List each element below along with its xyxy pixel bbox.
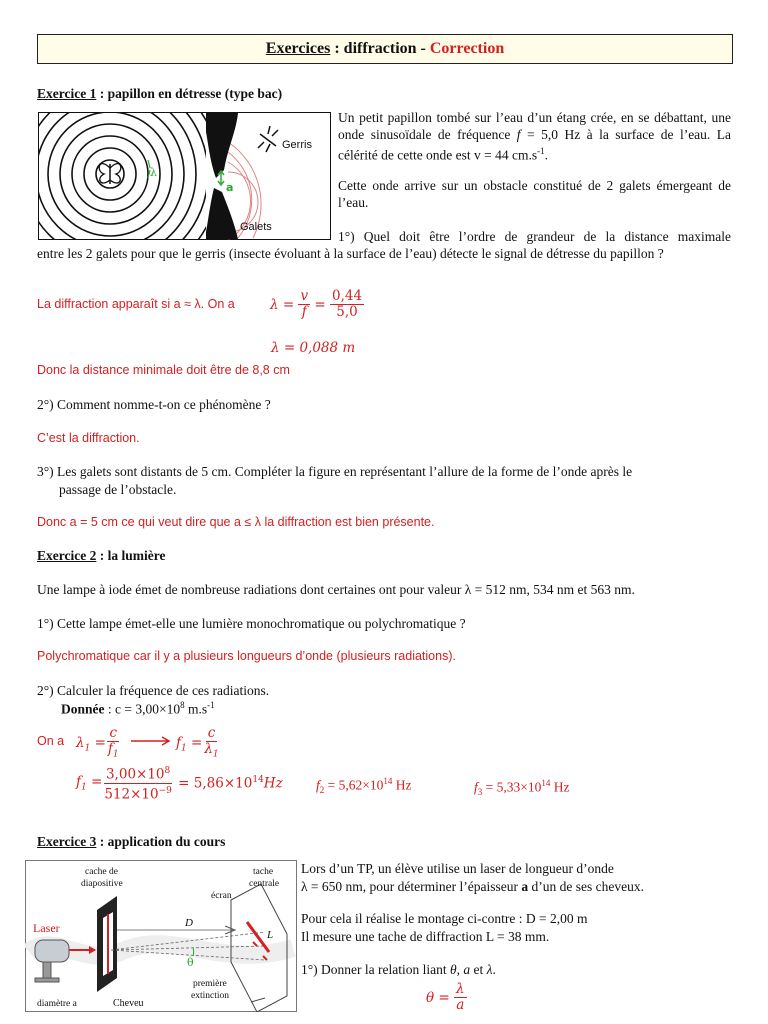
tache-label: tache — [253, 867, 274, 877]
fraction-numerator: 0,44 — [332, 288, 363, 304]
exercise-1-question-3-line1: 3°) Les galets sont distants de 5 cm. Compléter la figure en représentant l’allure de la forme de l’onde après le — [37, 464, 633, 479]
f1-num-symbol: f — [76, 773, 81, 790]
exercise-3-number: Exercice 3 — [37, 834, 97, 849]
formula-lambda-lhs: λ = — [270, 296, 299, 313]
theta-formula — [426, 982, 467, 1013]
formula-f1-numeric-lhs: $f_1$ = — [76, 773, 103, 793]
f3-value: = 5,33×10 — [482, 779, 542, 795]
f3-result — [474, 778, 570, 797]
q1-lambda: λ — [486, 962, 493, 977]
p1b-a: a — [521, 879, 529, 894]
exercise-1-intro-p1 — [338, 110, 731, 164]
spot-L-label: L — [267, 929, 274, 941]
fraction-a: a — [456, 997, 465, 1013]
lambda-result: λ = 0,088 m — [271, 340, 356, 356]
f1-denominator-exp: −9 — [158, 785, 172, 796]
donnee-text: : c = 3,00×10 — [104, 701, 181, 717]
f1-numerator-text: 3,00×10 — [105, 766, 165, 783]
f-symbol: f — [516, 126, 521, 142]
theta-label: θ — [187, 956, 194, 969]
fraction-f1-values — [102, 764, 174, 802]
exercise-3-p2: Pour cela il réalise le montage ci-contre : D = 2,00 m — [301, 911, 588, 926]
fig1-a-label: a — [226, 181, 234, 194]
fraction-f: f — [301, 304, 307, 320]
exercise-1-answer-3: Donc a = 5 cm ce qui veut dire que a ≤ λ la diffraction est bien présente. — [37, 515, 435, 529]
f1-symbol: f — [107, 741, 113, 757]
exercise-2-answer-1: Polychromatique car il y a plusieurs longueurs d’onde (plusieurs radiations). — [37, 649, 456, 663]
exercise-2-number: Exercice 2 — [37, 548, 97, 563]
exercise-3-heading — [37, 834, 225, 850]
formula-lambda1: $\lambda_1$ = — [76, 735, 106, 754]
donnee-unit: m.s — [184, 701, 208, 717]
f3-exponent: 14 — [541, 778, 551, 788]
exercise-1-question-1-line2: entre les 2 galets pour que le gerris (insecte évoluant à la surface de l’eau) détecte le signal de détresse du papillon ? — [37, 246, 664, 261]
lambda1-formula — [76, 726, 121, 763]
arrow-icon — [130, 735, 172, 747]
q1-a: a — [463, 962, 471, 977]
exercise-3-title: : application du cours — [96, 834, 226, 849]
fraction-lambda1 — [202, 742, 220, 763]
f3-symbol: f — [474, 779, 478, 795]
f1-result-exp: 14 — [252, 774, 264, 785]
exercise-1-intro-p2: Cette onde arrive sur un obstacle constitué de 2 galets émergeant de l’eau. — [338, 178, 731, 210]
fig1-gerris-label: Gerris — [282, 139, 312, 151]
exercise-1-answer-1-text: La diffraction apparaît si a ≈ λ. On a — [37, 297, 235, 311]
f1-result-unit: Hz — [263, 775, 283, 792]
distance-D-label: D — [185, 917, 193, 929]
exercise-2-question-2: 2°) Calculer la fréquence de ces radiations. — [37, 683, 270, 698]
exercise-1-answer-2: C’est la diffraction. — [37, 431, 140, 445]
fig1-lambda-label: λ — [150, 166, 157, 179]
q1-theta: θ — [449, 962, 457, 977]
donnee-exponent: 8 — [180, 700, 185, 710]
cheveu-label: Cheveu — [113, 998, 144, 1009]
donnee-label: Donnée — [61, 701, 105, 717]
fraction-c-over-f1 — [106, 726, 121, 763]
title-correction: Correction — [429, 40, 505, 57]
f1-num-subscript: 1 — [81, 782, 87, 793]
intro-p1-text: Un petit papillon tombé sur l’eau d’un étang crée, en se débattant, une onde sinusoïdale de fréquence — [338, 110, 731, 142]
f1-denominator-text: 512×10 — [104, 786, 159, 802]
slide-holder-icon — [97, 896, 117, 992]
fraction-f1 — [106, 742, 121, 763]
q1-sep1: , — [456, 962, 464, 977]
intro-p1-end: . — [544, 147, 549, 163]
lambda1-den-symbol: λ — [204, 741, 213, 757]
exercise-3-p1b — [301, 879, 644, 895]
donnee-unit-exponent: -1 — [207, 700, 215, 710]
f3-unit: Hz — [550, 779, 570, 795]
title-separator: : diffraction - — [330, 40, 430, 57]
exercise-2-donnee — [61, 700, 215, 718]
fraction-lambda: λ — [456, 981, 465, 997]
ecran-label: écran — [211, 891, 232, 901]
f1-numerator-exp: 8 — [164, 766, 171, 776]
q1-end: . — [492, 962, 496, 977]
f1-denominator — [102, 784, 174, 803]
fraction-lambda-over-a — [454, 982, 467, 1013]
cache-label: cache de — [85, 867, 118, 877]
exercise-1-number: Exercice 1 — [37, 86, 97, 101]
exercise-2-intro: Une lampe à iode émet de nombreuse radiations dont certaines ont pour valeur λ = 512 nm, 534 nm et 563 nm. — [37, 582, 635, 597]
f2-result — [316, 776, 412, 795]
p1b-post: d’un de ses cheveux. — [528, 879, 644, 894]
q1-sep2: et — [470, 962, 487, 977]
f1-lhs-symbol: f — [176, 735, 181, 751]
premiere-label: première — [193, 979, 227, 989]
intro-p1-exponent: -1 — [537, 146, 545, 156]
f2-exponent: 14 — [383, 776, 393, 786]
exercise-2-heading — [37, 548, 165, 564]
exercise-2-title: : la lumière — [96, 548, 166, 563]
exercise-3-question-1 — [301, 962, 496, 978]
extinction-label: extinction — [191, 991, 229, 1001]
lambda1-subscript: 1 — [84, 743, 91, 754]
laser-label: Laser — [33, 921, 60, 935]
butterfly-wave-figure — [38, 112, 331, 240]
lambda1-symbol: λ — [76, 735, 85, 751]
f1-formula — [176, 726, 221, 763]
exercise-2-question-1: 1°) Cette lampe émet-elle une lumière monochromatique ou polychromatique ? — [37, 616, 466, 631]
exercise-1-answer-1-conclusion: Donc la distance minimale doit être de 8,8 cm — [37, 363, 290, 377]
exercise-1-heading — [37, 86, 282, 102]
title-exercices: Exercices — [265, 40, 331, 57]
lambda-formula — [270, 289, 364, 320]
formula-equals: = — [310, 296, 330, 313]
exercise-3-p3: Il mesure une tache de diffraction L = 38 mm. — [301, 929, 550, 944]
diametre-label: diamètre a — [37, 999, 77, 1009]
f2-value: = 5,62×10 — [324, 777, 384, 793]
exercise-1-question-2: 2°) Comment nomme-t-on ce phénomène ? — [37, 397, 271, 412]
f2-symbol: f — [316, 777, 320, 793]
p1b-pre: λ = 650 nm, pour déterminer l’épaisseur — [301, 879, 522, 894]
f2-subscript: 2 — [319, 785, 325, 796]
lambda1-den-subscript: 1 — [212, 749, 219, 760]
q1-pre: 1°) Donner la relation liant — [301, 962, 450, 977]
exercise-1-question-3-line2: passage de l’obstacle. — [59, 482, 177, 497]
formula-f1: $f_1$ = — [176, 735, 203, 754]
intro-p1b-text: = 5,0 Hz à la surface de l’eau. La célérité de cette onde est v = 44 cm.s — [338, 126, 731, 163]
exercise-1-title: : papillon en détresse (type bac) — [96, 86, 283, 101]
fraction-c-over-lambda1 — [202, 726, 220, 763]
centrale-label: centrale — [249, 879, 280, 889]
f1-result — [174, 775, 283, 792]
f3-subscript: 3 — [477, 787, 483, 798]
exercise-1-question-1-line1: 1°) Quel doit être l’ordre de grandeur de la distance maximale — [338, 229, 731, 244]
fraction-c: c — [109, 725, 118, 741]
laser-setup-figure — [25, 860, 297, 1012]
fig1-galets-label: Galets — [240, 221, 272, 233]
f1-result-text: = 5,86×10 — [173, 775, 253, 792]
fraction-values — [330, 289, 364, 320]
diapositive-label: diapositive — [81, 879, 123, 889]
fraction-v: v — [300, 288, 309, 304]
exercise-3-p1: Lors d’un TP, un élève utilise un laser de longueur d’onde — [301, 861, 614, 876]
f2-unit: Hz — [392, 777, 412, 793]
fraction-v-over-f — [298, 289, 310, 320]
exercise-2-on-a: On a — [37, 734, 65, 748]
f1-lhs-subscript: 1 — [181, 743, 187, 754]
fraction-denominator: 5,0 — [336, 304, 358, 320]
f1-numeric-formula — [76, 764, 283, 802]
f1-subscript: 1 — [112, 749, 119, 760]
f1-numerator — [104, 764, 172, 784]
fraction-c2: c — [207, 725, 216, 741]
theta-lhs: θ = — [426, 989, 455, 1006]
page-title — [37, 34, 733, 64]
